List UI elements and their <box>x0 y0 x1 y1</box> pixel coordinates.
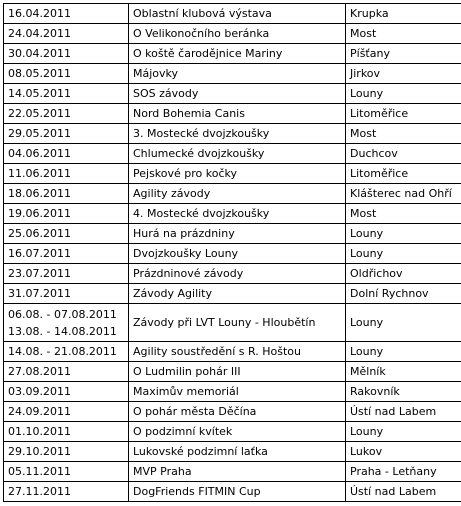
event-cell: O podzimní kvítek <box>129 422 346 442</box>
date-cell: 27.11.2011 <box>4 482 129 502</box>
event-cell: Prázdninové závody <box>129 264 346 284</box>
date-cell: 16.04.2011 <box>4 4 129 24</box>
event-cell: Lukovské podzimní laťka <box>129 442 346 462</box>
event-cell: Závody při LVT Louny - Hloubětín <box>129 304 346 342</box>
event-cell: 3. Mostecké dvojzkoušky <box>129 124 346 144</box>
event-cell: Maximův memoriál <box>129 382 346 402</box>
place-cell: Jirkov <box>346 64 461 84</box>
event-cell: 4. Mostecké dvojzkoušky <box>129 204 346 224</box>
table-row <box>4 462 461 482</box>
date-cell: 29.05.2011 <box>4 124 129 144</box>
table-row <box>4 382 461 402</box>
event-cell: Agility soustředění s R. Hoštou <box>129 342 346 362</box>
event-cell: O Ludmilin pohár III <box>129 362 346 382</box>
table-row <box>4 264 461 284</box>
place-cell: Rakovník <box>346 382 461 402</box>
table-row <box>4 342 461 362</box>
date-cell: 30.04.2011 <box>4 44 129 64</box>
table-row <box>4 204 461 224</box>
date-cell: 08.05.2011 <box>4 64 129 84</box>
place-cell: Louny <box>346 84 461 104</box>
table-row <box>4 442 461 462</box>
event-cell: DogFriends FITMIN Cup <box>129 482 346 502</box>
events-sheet <box>3 3 460 502</box>
table-row <box>4 44 461 64</box>
date-cell: 14.08. - 21.08.2011 <box>4 342 129 362</box>
event-cell: Závody Agility <box>129 284 346 304</box>
event-cell: Hurá na prázdniny <box>129 224 346 244</box>
table-row <box>4 84 461 104</box>
table-row <box>4 284 461 304</box>
date-cell: 31.07.2011 <box>4 284 129 304</box>
place-cell: Louny <box>346 224 461 244</box>
table-row <box>4 24 461 44</box>
event-cell: Nord Bohemia Canis <box>129 104 346 124</box>
place-cell: Most <box>346 204 461 224</box>
date-cell: 04.06.2011 <box>4 144 129 164</box>
date-cell: 25.06.2011 <box>4 224 129 244</box>
date-cell: 01.10.2011 <box>4 422 129 442</box>
place-cell: Most <box>346 124 461 144</box>
date-cell: 03.09.2011 <box>4 382 129 402</box>
table-row <box>4 362 461 382</box>
place-cell: Oldřichov <box>346 264 461 284</box>
table-row <box>4 304 461 342</box>
date-cell: 24.09.2011 <box>4 402 129 422</box>
date-range-line: 13.08. - 14.08.2011 <box>8 324 117 338</box>
place-cell: Duchcov <box>346 144 461 164</box>
table-row <box>4 144 461 164</box>
events-table <box>3 3 461 502</box>
event-cell: O pohár města Děčína <box>129 402 346 422</box>
table-row <box>4 422 461 442</box>
place-cell: Lukov <box>346 442 461 462</box>
place-cell: Most <box>346 24 461 44</box>
place-cell: Mělník <box>346 362 461 382</box>
table-row <box>4 4 461 24</box>
table-row <box>4 244 461 264</box>
table-row <box>4 184 461 204</box>
date-cell: 18.06.2011 <box>4 184 129 204</box>
place-cell: Praha - Letňany <box>346 462 461 482</box>
events-table-body <box>4 4 461 502</box>
event-cell: SOS závody <box>129 84 346 104</box>
place-cell: Litoměřice <box>346 104 461 124</box>
event-cell: Pejskové pro kočky <box>129 164 346 184</box>
place-cell: Louny <box>346 422 461 442</box>
place-cell: Krupka <box>346 4 461 24</box>
event-cell: Oblastní klubová výstava <box>129 4 346 24</box>
date-range-cell <box>4 304 129 342</box>
place-cell: Klášterec nad Ohří <box>346 184 461 204</box>
date-cell: 14.05.2011 <box>4 84 129 104</box>
event-cell: MVP Praha <box>129 462 346 482</box>
place-cell: Píšťany <box>346 44 461 64</box>
event-cell: O koště čarodějnice Mariny <box>129 44 346 64</box>
place-cell: Ústí nad Labem <box>346 482 461 502</box>
place-cell: Louny <box>346 244 461 264</box>
event-cell: Chlumecké dvojzkoušky <box>129 144 346 164</box>
date-cell: 29.10.2011 <box>4 442 129 462</box>
place-cell: Louny <box>346 304 461 342</box>
table-row <box>4 402 461 422</box>
date-cell: 19.06.2011 <box>4 204 129 224</box>
date-cell: 27.08.2011 <box>4 362 129 382</box>
place-cell: Ústí nad Labem <box>346 402 461 422</box>
table-row <box>4 124 461 144</box>
event-cell: O Velikonočního beránka <box>129 24 346 44</box>
table-row <box>4 164 461 184</box>
place-cell: Litoměřice <box>346 164 461 184</box>
place-cell: Louny <box>346 342 461 362</box>
event-cell: Májovky <box>129 64 346 84</box>
date-cell: 22.05.2011 <box>4 104 129 124</box>
table-row <box>4 64 461 84</box>
date-cell: 23.07.2011 <box>4 264 129 284</box>
table-row <box>4 482 461 502</box>
table-row <box>4 104 461 124</box>
date-range-line: 06.08. - 07.08.2011 <box>8 307 117 321</box>
event-cell: Dvojzkoušky Louny <box>129 244 346 264</box>
event-cell: Agility závody <box>129 184 346 204</box>
date-cell: 24.04.2011 <box>4 24 129 44</box>
table-row <box>4 224 461 244</box>
date-cell: 11.06.2011 <box>4 164 129 184</box>
date-cell: 16.07.2011 <box>4 244 129 264</box>
date-cell: 05.11.2011 <box>4 462 129 482</box>
place-cell: Dolní Rychnov <box>346 284 461 304</box>
